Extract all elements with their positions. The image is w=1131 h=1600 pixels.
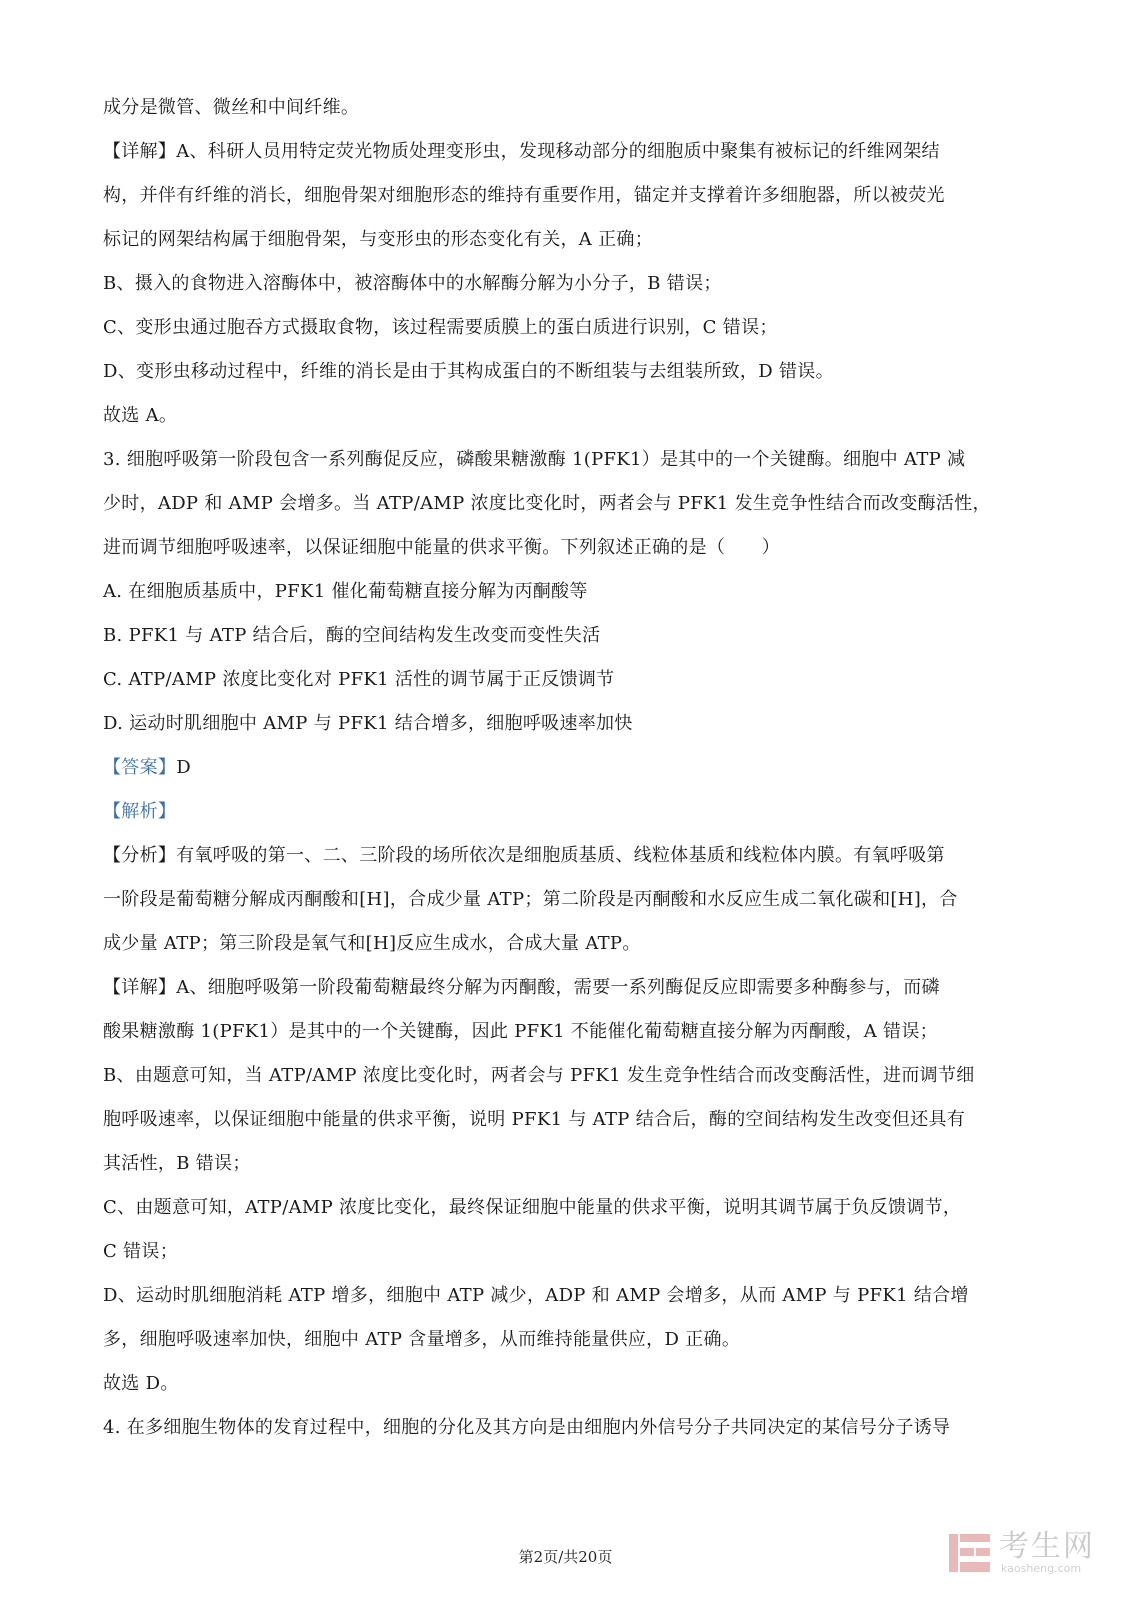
- text-line: 酸果糖激酶 1(PFK1）是其中的一个关键酶，因此 PFK1 不能催化葡萄糖直接分解为丙酮酸，A 错误；: [103, 1021, 938, 1042]
- text-line: B、摄入的食物进入溶酶体中，被溶酶体中的水解酶分解为小分子，B 错误；: [103, 273, 722, 294]
- text-line: 胞呼吸速率，以保证细胞中能量的供求平衡，说明 PFK1 与 ATP 结合后，酶的空间结构发生改变但还具有: [103, 1109, 966, 1130]
- answer-label: 【答案】: [103, 757, 177, 778]
- text-line: C、由题意可知，ATP/AMP 浓度比变化，最终保证细胞中能量的供求平衡，说明其调节属于负反馈调节，: [103, 1197, 962, 1218]
- document-body: [103, 86, 1033, 1450]
- text-line: D、运动时肌细胞消耗 ATP 增多，细胞中 ATP 减少，ADP 和 AMP 会增多，从而 AMP 与 PFK1 结合增: [103, 1285, 969, 1306]
- question-4-line: 4. 在多细胞生物体的发育过程中，细胞的分化及其方向是由细胞内外信号分子共同决定的某信号分子诱导: [103, 1417, 951, 1438]
- page-number: 第2页/共20页: [518, 1548, 613, 1566]
- question-3-line: 少时，ADP 和 AMP 会增多。当 ATP/AMP 浓度比变化时，两者会与 PFK1 发生竞争性结合而改变酶活性，: [103, 493, 991, 514]
- question-3-line: 进而调节细胞呼吸速率，以保证细胞中能量的供求平衡。下列叙述正确的是（ ）: [103, 537, 781, 558]
- text-line: 故选 A。: [103, 405, 178, 426]
- watermark-text: 考生网: [999, 1529, 1095, 1564]
- text-line: 【分析】有氧呼吸的第一、二、三阶段的场所依次是细胞质基质、线粒体基质和线粒体内膜。有氧呼吸第: [103, 845, 945, 866]
- text-line: 【详解】A、科研人员用特定荧光物质处理变形虫，发现移动部分的细胞质中聚集有被标记的纤维网架结: [103, 141, 940, 162]
- text-line: 成分是微管、微丝和中间纤维。: [103, 97, 360, 118]
- text-line: 故选 D。: [103, 1373, 179, 1394]
- text-line: 一阶段是葡萄糖分解成丙酮酸和[H]，合成少量 ATP；第二阶段是丙酮酸和水反应生成二氧化碳和[H]，合: [103, 889, 958, 910]
- text-line: C 错误；: [103, 1241, 178, 1262]
- question-3-line: 3. 细胞呼吸第一阶段包含一系列酶促反应，磷酸果糖激酶 1(PFK1）是其中的一个关键酶。细胞中 ATP 减: [103, 449, 966, 470]
- text-line: 构，并伴有纤维的消长，细胞骨架对细胞形态的维持有重要作用，锚定并支撑着许多细胞器，所以被荧光: [103, 185, 945, 206]
- option-b: B. PFK1 与 ATP 结合后，酶的空间结构发生改变而变性失活: [103, 625, 601, 646]
- text-line: B、由题意可知，当 ATP/AMP 浓度比变化时，两者会与 PFK1 发生竞争性结合而改变酶活性，进而调节细: [103, 1065, 975, 1086]
- watermark: [947, 1530, 1095, 1576]
- watermark-url: kaosheng.com: [1001, 1562, 1082, 1575]
- analysis-label: 【解析】: [103, 801, 177, 822]
- option-d: D. 运动时肌细胞中 AMP 与 PFK1 结合增多，细胞呼吸速率加快: [103, 713, 633, 734]
- text-line: 其活性，B 错误；: [103, 1153, 251, 1174]
- text-line: 标记的网架结构属于细胞骨架，与变形虫的形态变化有关，A 正确；: [103, 229, 654, 250]
- text-line: D、变形虫移动过程中，纤维的消长是由于其构成蛋白的不断组装与去组装所致，D 错误。: [103, 361, 834, 382]
- text-line: 【详解】A、细胞呼吸第一阶段葡萄糖最终分解为丙酮酸，需要一系列酶促反应即需要多种酶参与，而磷: [103, 977, 940, 998]
- kaosheng-logo-icon: [947, 1530, 993, 1576]
- text-line: C、变形虫通过胞吞方式摄取食物，该过程需要质膜上的蛋白质进行识别，C 错误；: [103, 317, 778, 338]
- answer-value: D: [176, 757, 191, 778]
- answer-line: [103, 746, 1033, 790]
- option-a: A. 在细胞质基质中，PFK1 催化葡萄糖直接分解为丙酮酸等: [103, 581, 588, 602]
- text-line: 成少量 ATP；第三阶段是氧气和[H]反应生成水，合成大量 ATP。: [103, 933, 641, 954]
- option-c: C. ATP/AMP 浓度比变化对 PFK1 活性的调节属于正反馈调节: [103, 669, 615, 690]
- text-line: 多，细胞呼吸速率加快，细胞中 ATP 含量增多，从而维持能量供应，D 正确。: [103, 1329, 741, 1350]
